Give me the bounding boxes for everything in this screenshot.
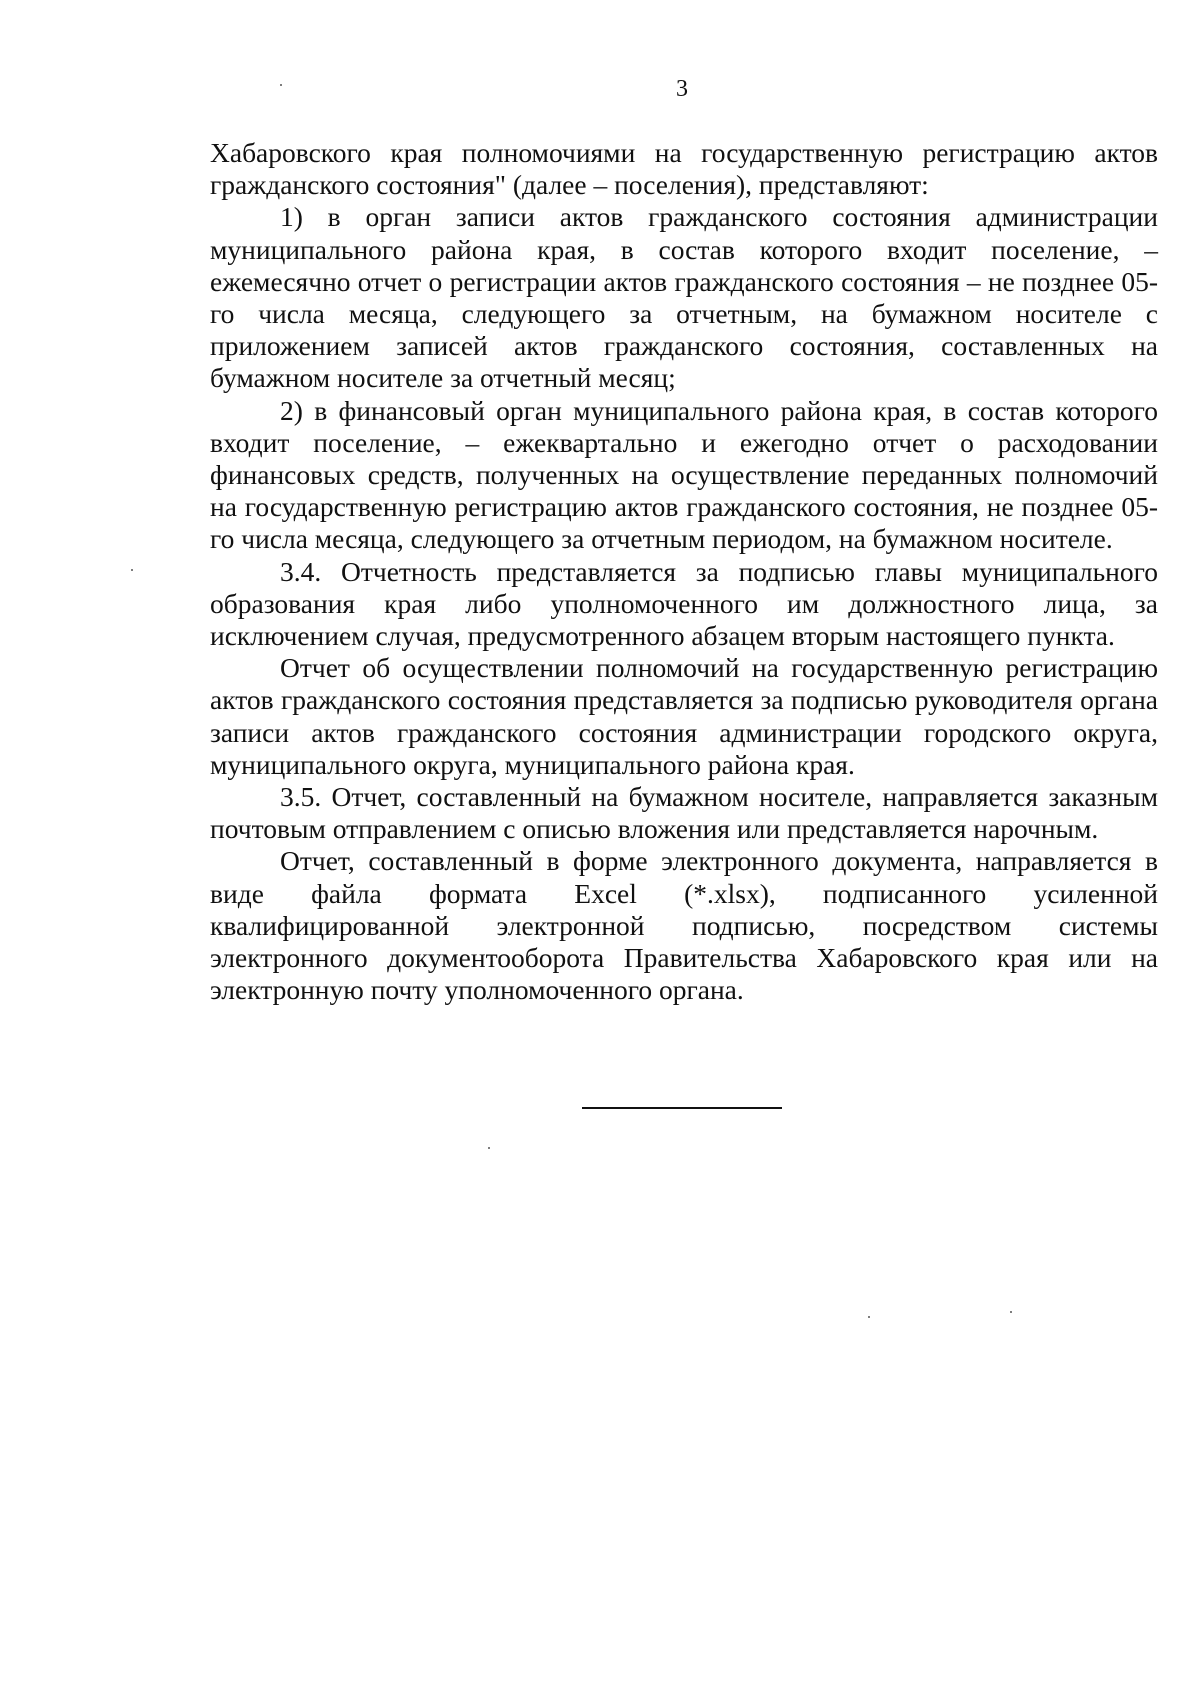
paragraph-3-5: 3.5. Отчет, составленный на бумажном носителе, направляется заказным почтовым отправлением с описью вложения или представляется нарочным. xyxy=(210,781,1158,845)
scan-speck xyxy=(280,84,282,86)
document-body xyxy=(210,137,1158,1006)
paragraph-report-signature: Отчет об осуществлении полномочий на государственную регистрацию актов гражданского состояния представляется за подписью руководителя органа записи актов гражданского состояния администрации городского округа, муниципального округа, муниципального района края. xyxy=(210,652,1158,780)
paragraph-3-4: 3.4. Отчетность представляется за подписью главы муниципального образования края либо уполномоченного им должностного лица, за исключением случая, предусмотренного абзацем вторым настоящего пункта. xyxy=(210,555,1158,652)
scan-speck xyxy=(131,569,133,571)
page-number: 3 xyxy=(676,76,688,102)
paragraph-electronic-report: Отчет, составленный в форме электронного документа, направляется в виде файла формата Excel (*.xlsx), подписанного усиленной квалифицированной электронной подписью, посредством системы электронного документооборота Правительства Хабаровского края или на электронную почту уполномоченного органа. xyxy=(210,845,1158,1006)
scan-speck xyxy=(868,1316,870,1318)
scan-speck xyxy=(1010,1311,1012,1313)
scan-speck xyxy=(488,1147,490,1149)
paragraph-item-1: 1) в орган записи актов гражданского состояния администрации муниципального района края, в состав которого входит поселение, – ежемесячно отчет о регистрации актов гражданского состояния – не позднее 05-го числа месяца, следующего за отчетным, на бумажном носителе с приложением записей актов гражданского состояния, составленных на бумажном носителе за отчетный месяц; xyxy=(210,201,1158,394)
paragraph-item-2: 2) в финансовый орган муниципального района края, в состав которого входит поселение, – ежеквартально и ежегодно отчет о расходовании финансовых средств, полученных на осуществление переданных полномочий на государственную регистрацию актов гражданского состояния, не позднее 05-го числа месяца, следующего за отчетным периодом, на бумажном носителе. xyxy=(210,394,1158,555)
end-of-text-line xyxy=(582,1107,782,1109)
paragraph-continuation: Хабаровского края полномочиями на государственную регистрацию актов гражданского состояния" (далее – поселения), представляют: xyxy=(210,137,1158,201)
